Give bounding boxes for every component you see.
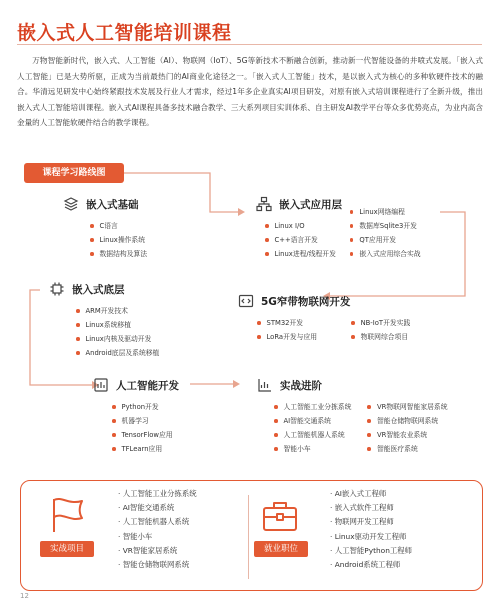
list-item: STM32开发 (257, 316, 317, 330)
list-item: · VR智能家居系统 (118, 545, 178, 555)
list-item: 智能医疗系统 (367, 442, 447, 456)
list-item: 智能小车 (274, 442, 351, 456)
list-item: 智能仓储物联网系统 (367, 414, 447, 428)
chip-icon (48, 280, 66, 298)
projects-label: 实战项目 (40, 541, 94, 557)
list-item: ARM开发技术 (76, 304, 159, 318)
briefcase-icon (262, 500, 298, 532)
section-embedded-low (48, 280, 159, 360)
list-item: Linux I/O (265, 219, 336, 233)
list-item: Android底层及系统移植 (76, 346, 159, 360)
list-item: · 智能小车 (118, 531, 153, 541)
section-title: 嵌入式底层 (72, 283, 125, 296)
list-item: 嵌入式应用综合实战 (350, 247, 421, 261)
section-title: 5G窄带物联网开发 (261, 295, 351, 308)
list-item: · Android系统工程师 (330, 560, 401, 570)
section-embedded-basic (62, 195, 147, 261)
chart-icon (256, 376, 274, 394)
summary-divider (248, 495, 249, 579)
list-item: · 智能仓储物联网系统 (118, 560, 190, 570)
list-item: · AI嵌入式工程师 (330, 489, 387, 498)
jobs-label: 就业职位 (254, 541, 308, 557)
section-title: 实战进阶 (280, 379, 322, 392)
list-item: · 人工智能机器人系统 (118, 517, 190, 527)
list-item: C语言 (90, 219, 147, 233)
section-embedded-app (255, 195, 421, 261)
intro-paragraph: 万物智能新时代，嵌入式、人工智能（AI）、物联网（IoT）、5G等新技术不断融合创新，推动新一代智能设备的井喷式发展。「嵌入式人工智能」已是大势所驱，正成为当前最热门的AI商业化途径之一。「嵌入式人工智能」技术，是以嵌入式为核心的多种软硬件技术的融合。华清远见研发中心始终紧跟技术发展及行业人才需求，经过1年多企业真实AI项目研发，对原有嵌入式培训课程进行了全新升级，推出嵌入式人工智能培训课程。嵌入式AI课程具备多技术融合教学、三大系列项目实训体系、自主研发AI教学平台等众多优势亮点，为业内高含金量的人工智能软硬件结合的教学课程。 (17, 56, 483, 127)
list-item: · Linux驱动开发工程师 (330, 531, 407, 541)
list-item: Linux网络编程 (350, 205, 421, 219)
list-item: · 人工智能工业分拣系统 (118, 489, 197, 498)
list-item: VR物联网智能家居系统 (367, 400, 447, 414)
layers-icon (62, 195, 80, 213)
list-item: AI智能交通系统 (274, 414, 351, 428)
list-item: 数据库Sqlite3开发 (350, 219, 421, 233)
section-title: 嵌入式应用层 (279, 198, 342, 211)
list-item: QT应用开发 (350, 233, 421, 247)
flag-icon (48, 496, 88, 534)
section-title: 嵌入式基础 (86, 198, 139, 211)
list-item: 数据结构及算法 (90, 247, 147, 261)
summary-box (20, 480, 483, 591)
list-item: Linux系统移植 (76, 318, 159, 332)
list-item: C++语言开发 (265, 233, 336, 247)
route-map-label: 课程学习路线图 (24, 163, 124, 183)
arrow-1 (238, 208, 245, 216)
section-practice (256, 376, 448, 456)
list-item: · 嵌入式软件工程师 (330, 503, 394, 513)
ai-board-icon (92, 376, 110, 394)
list-item: · 人工智能Python工程师 (330, 545, 413, 555)
list-item: 机器学习 (112, 414, 179, 428)
page-number: 12 (20, 592, 29, 600)
projects-list (118, 487, 197, 572)
list-item: LoRa开发与应用 (257, 330, 317, 344)
section-ai-dev (92, 376, 179, 456)
network-icon (255, 195, 273, 213)
list-item: · 物联网开发工程师 (330, 517, 394, 527)
code-icon (237, 292, 255, 310)
list-item: Linux操作系统 (90, 233, 147, 247)
list-item: 人工智能机器人系统 (274, 428, 351, 442)
list-item: 物联网综合项目 (351, 330, 410, 344)
section-5g-iot (237, 292, 410, 344)
list-item: 人工智能工业分拣系统 (274, 400, 351, 414)
arrow-4 (233, 380, 240, 388)
list-item: TensorFlow应用 (112, 428, 179, 442)
list-item: Python开发 (112, 400, 179, 414)
list-item: Linux进程/线程开发 (265, 247, 336, 261)
list-item: Linux内核及驱动开发 (76, 332, 159, 346)
section-title: 人工智能开发 (116, 379, 179, 392)
list-item: TFLearn应用 (112, 442, 179, 456)
list-item: NB-IoT开发实践 (351, 316, 410, 330)
list-item: · AI智能交通系统 (118, 503, 175, 513)
list-item: VR智能农业系统 (367, 428, 447, 442)
page-title: 嵌入式人工智能培训课程 (17, 22, 232, 44)
jobs-list (330, 487, 412, 572)
